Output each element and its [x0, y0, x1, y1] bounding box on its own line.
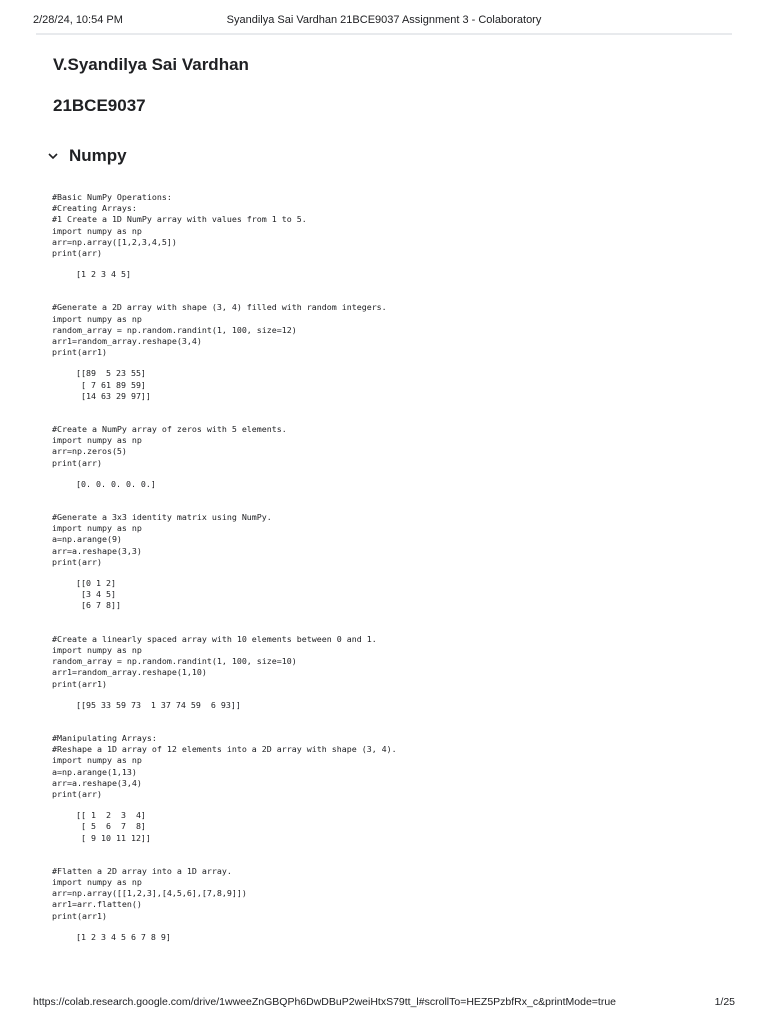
- print-header: [33, 14, 735, 30]
- code-cell[interactable]: [52, 512, 732, 612]
- print-url: https://colab.research.google.com/drive/1wweeZnGBQPh6DwDBuP2weiHtxS79tt_l#scrollTo=HEZ5PzbfRx_c&printMode=true: [33, 996, 617, 1008]
- section-header-numpy[interactable]: [46, 145, 127, 167]
- cell-output: [[0 1 2] [3 4 5] [6 7 8]]: [76, 578, 121, 611]
- code-cell[interactable]: [52, 192, 732, 280]
- cell-code[interactable]: #Generate a 2D array with shape (3, 4) filled with random integers. import numpy as np random_array = np.random.randint(1, 100, size=12) arr1=random_array.reshape(3,4) print(arr1): [52, 302, 387, 358]
- cell-output: [1 2 3 4 5]: [76, 269, 131, 280]
- cell-output: [1 2 3 4 5 6 7 8 9]: [76, 931, 171, 942]
- cell-code[interactable]: #Generate a 3x3 identity matrix using NumPy. import numpy as np a=np.arange(9) arr=a.reshape(3,3) print(arr): [52, 512, 272, 567]
- cell-code[interactable]: #Create a linearly spaced array with 10 elements between 0 and 1. import numpy as np random_array = np.random.randint(1, 100, size=10) arr1=random_array.reshape(1,10) print(arr1): [52, 633, 377, 689]
- header-divider: [36, 33, 732, 35]
- code-cell[interactable]: [52, 634, 732, 711]
- cell-output: [[95 33 59 73 1 37 74 59 6 93]]: [76, 699, 241, 710]
- page-number: 1/25: [714, 996, 735, 1008]
- cell-output: [[ 1 2 3 4] [ 5 6 7 8] [ 9 10 11 12]]: [76, 810, 151, 843]
- cells-container: [52, 192, 732, 965]
- code-cell[interactable]: [52, 866, 732, 943]
- cell-code[interactable]: #Basic NumPy Operations: #Creating Arrays: #1 Create a 1D NumPy array with values from 1 to 5. import numpy as np arr=np.array([1,2,3,4,5]) print(arr): [52, 192, 307, 259]
- cell-code[interactable]: #Manipulating Arrays: #Reshape a 1D array of 12 elements into a 2D array with shape (3, 4). import numpy as np a=np.arange(1,13) arr=a.reshape(3,4) print(arr): [52, 732, 397, 799]
- code-cell[interactable]: [52, 302, 732, 402]
- print-page-title: Syandilya Sai Vardhan 21BCE9037 Assignment 3 - Colaboratory: [226, 14, 542, 26]
- print-footer: [33, 996, 735, 1010]
- cell-output: [0. 0. 0. 0. 0.]: [76, 478, 156, 489]
- code-cell[interactable]: [52, 424, 732, 490]
- section-title: Numpy: [69, 146, 127, 165]
- cell-code[interactable]: #Create a NumPy array of zeros with 5 elements. import numpy as np arr=np.zeros(5) print(arr): [52, 424, 287, 468]
- roll-number-heading: 21BCE9037: [53, 96, 146, 115]
- chevron-down-icon[interactable]: [46, 149, 60, 163]
- author-heading: V.Syandilya Sai Vardhan: [53, 55, 249, 74]
- print-datetime: 2/28/24, 10:54 PM: [33, 14, 123, 26]
- code-cell[interactable]: [52, 733, 732, 844]
- cell-output: [[89 5 23 55] [ 7 61 89 59] [14 63 29 97]]: [76, 368, 151, 401]
- cell-code[interactable]: #Flatten a 2D array into a 1D array. import numpy as np arr=np.array([[1,2,3],[4,5,6],[7,8,9]]) arr1=arr.flatten() print(arr1): [52, 865, 247, 921]
